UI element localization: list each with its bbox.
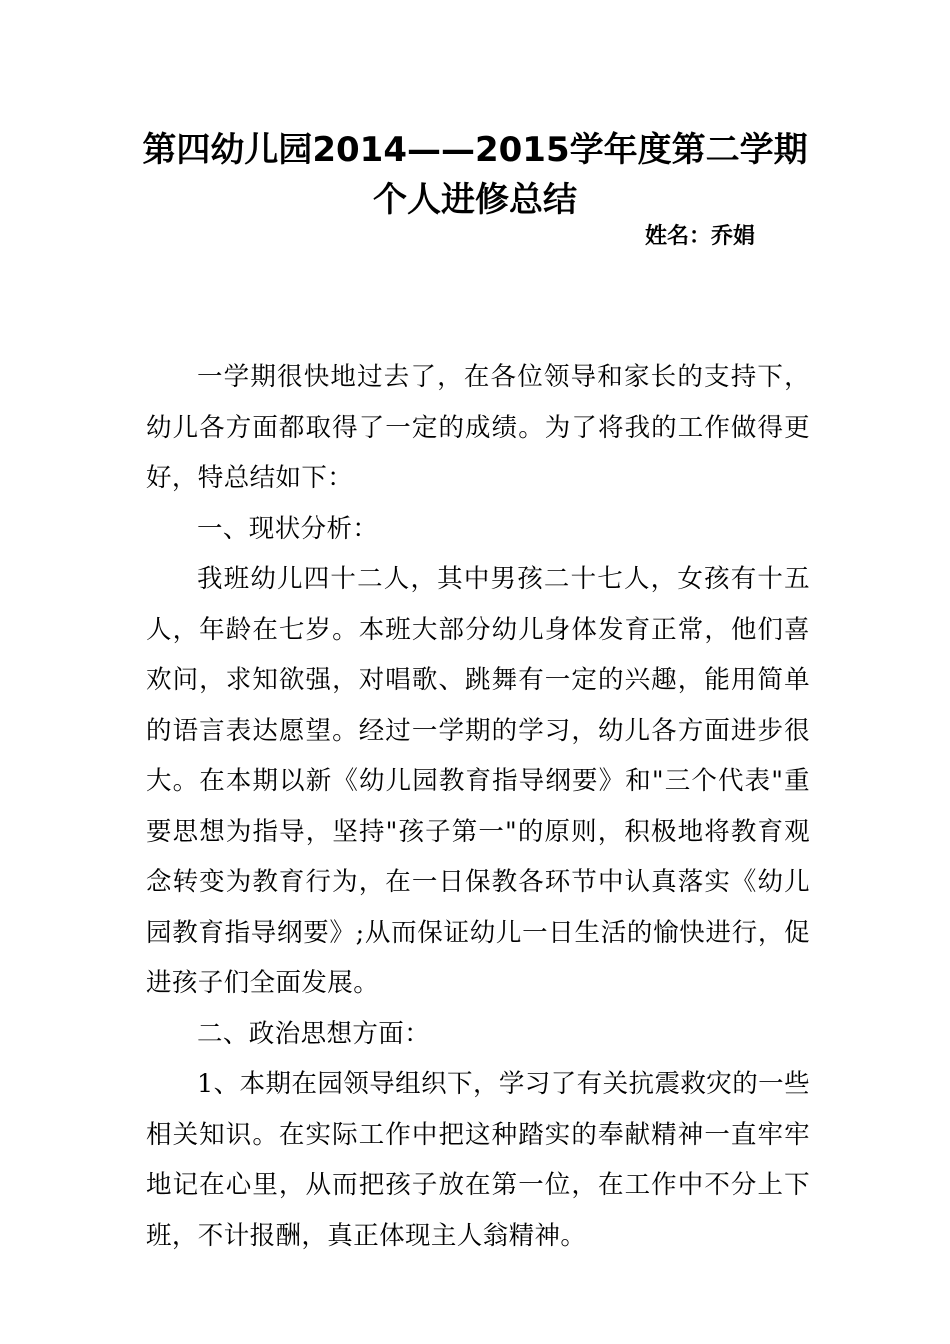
document-body	[146, 352, 810, 1261]
status-analysis-paragraph: 我班幼儿四十二人，其中男孩二十七人，女孩有十五人，年龄在七岁。本班大部分幼儿身体发育正常，他们喜欢问，求知欲强，对唱歌、跳舞有一定的兴趣，能用简单的语言表达愿望。经过一学期的学习，幼儿各方面进步很大。在本期以新《幼儿园教育指导纲要》和"三个代表"重要思想为指导，坚持"孩子第一"的原则，积极地将教育观念转变为教育行为，在一日保教各环节中认真落实《幼儿园教育指导纲要》;从而保证幼儿一日生活的愉快进行，促进孩子们全面发展。	[146, 564, 810, 998]
section-heading-political-thought: 二、政治思想方面：	[197, 1018, 431, 1049]
author-name: 姓名：乔娟	[645, 224, 756, 249]
section-heading-status-analysis: 一、现状分析：	[197, 513, 379, 544]
document-title-line-2: 个人进修总结	[373, 180, 577, 220]
intro-paragraph: 一学期很快地过去了，在各位领导和家长的支持下，幼儿各方面都取得了一定的成绩。为了将我的工作做得更好，特总结如下：	[146, 362, 810, 493]
political-thought-paragraph-1: 1、本期在园领导组织下，学习了有关抗震救灾的一些相关知识。在实际工作中把这种踏实的奉献精神一直牢牢地记在心里，从而把孩子放在第一位，在工作中不分上下班，不计报酬，真正体现主人翁精神。	[146, 1069, 810, 1251]
document-title-line-1: 第四幼儿园2014——2015学年度第二学期	[142, 130, 808, 170]
